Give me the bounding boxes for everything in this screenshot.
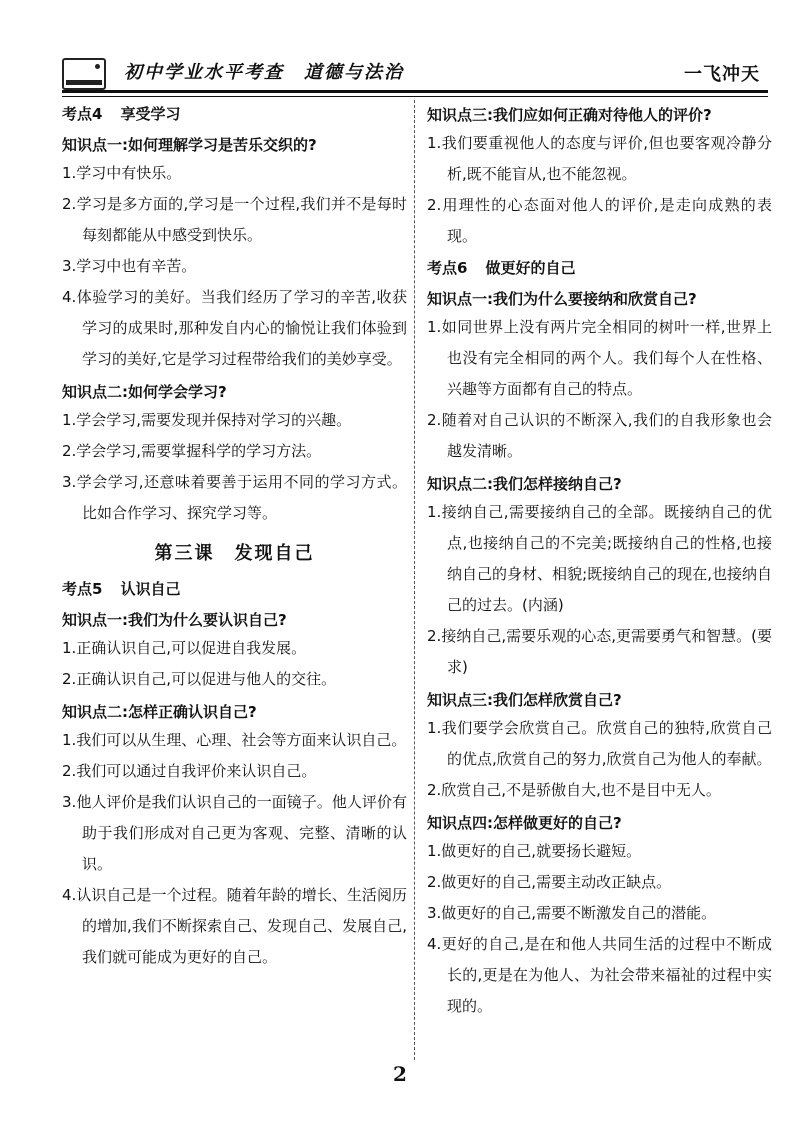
list-item: 1.接纳自己,需要接纳自己的全部。既接纳自己的优点,也接纳自己的不完美;既接纳自己的性格,也接纳自己的身材、相貌;既接纳自己的现在,也接纳自己的过去。(内涵)	[427, 503, 772, 614]
list-item: 2.我们可以通过自我评价来认识自己。	[62, 762, 317, 780]
list-item: 1.学习中有快乐。	[62, 164, 182, 182]
knowledge-point-title: 知识点二:怎样正确认识自己?	[62, 703, 257, 721]
list-item: 1.我们可以从生理、心理、社会等方面来认识自己。	[62, 731, 407, 749]
knowledge-point-title: 知识点二:我们怎样接纳自己?	[427, 475, 622, 493]
list-item: 2.正确认识自己,可以促进与他人的交往。	[62, 670, 337, 688]
list-item: 4.认识自己是一个过程。随着年龄的增长、生活阅历的增加,我们不断探索自己、发现自己、发展自己,我们就可能成为更好的自己。	[62, 886, 407, 966]
list-item: 4.体验学习的美好。当我们经历了学习的辛苦,收获学习的成果时,那种发自内心的愉悦让我们体验到学习的美好,它是学习过程带给我们的美妙享受。	[62, 288, 407, 368]
list-item: 2.学习是多方面的,学习是一个过程,我们并不是每时每刻都能从中感受到快乐。	[62, 195, 407, 244]
list-item: 1.正确认识自己,可以促进自我发展。	[62, 639, 307, 657]
list-item: 2.用理性的心态面对他人的评价,是走向成熟的表现。	[427, 196, 772, 245]
knowledge-point-title: 知识点三:我们怎样欣赏自己?	[427, 691, 622, 709]
header-rule-thin	[62, 96, 768, 97]
exam-point-heading: 考点4 享受学习	[62, 105, 181, 123]
lesson-title: 第三课 发现自己	[154, 543, 315, 564]
column-divider	[414, 100, 415, 1060]
book-title: 初中学业水平考查 道德与法治	[124, 62, 404, 83]
list-item: 1.我们要重视他人的态度与评价,但也要客观冷静分析,既不能盲从,也不能忽视。	[427, 134, 772, 183]
publisher-brand: 一飞冲天	[684, 64, 760, 85]
list-item: 1.学会学习,需要发现并保持对学习的兴趣。	[62, 411, 352, 429]
knowledge-point-title: 知识点一:如何理解学习是苦乐交织的?	[62, 136, 317, 154]
list-item: 1.做更好的自己,就要扬长避短。	[427, 842, 642, 860]
exam-point-heading: 考点5 认识自己	[62, 580, 181, 598]
list-item: 1.我们要学会欣赏自己。欣赏自己的独特,欣赏自己的优点,欣赏自己的努力,欣赏自己为他人的奉献。	[427, 719, 772, 768]
knowledge-point-title: 知识点二:如何学会学习?	[62, 383, 227, 401]
list-item: 3.做更好的自己,需要不断激发自己的潜能。	[427, 904, 717, 922]
right-column	[427, 98, 772, 1022]
list-item: 2.随着对自己认识的不断深入,我们的自我形象也会越发清晰。	[427, 411, 772, 460]
knowledge-point-title: 知识点四:怎样做更好的自己?	[427, 814, 622, 832]
list-item: 2.学会学习,需要掌握科学的学习方法。	[62, 442, 322, 460]
list-item: 2.接纳自己,需要乐观的心态,更需要勇气和智慧。(要求)	[427, 627, 772, 676]
list-item: 3.学会学习,还意味着要善于运用不同的学习方式。比如合作学习、探究学习等。	[62, 473, 407, 522]
knowledge-point-title: 知识点一:我们为什么要认识自己?	[62, 611, 287, 629]
knowledge-point-title: 知识点一:我们为什么要接纳和欣赏自己?	[427, 290, 697, 308]
list-item: 3.他人评价是我们认识自己的一面镜子。他人评价有助于我们形成对自己更为客观、完整、清晰的认识。	[62, 793, 407, 873]
list-item: 2.欣赏自己,不是骄傲自大,也不是目中无人。	[427, 781, 721, 799]
left-column	[62, 98, 407, 973]
list-item: 2.做更好的自己,需要主动改正缺点。	[427, 873, 672, 891]
list-item: 3.学习中也有辛苦。	[62, 257, 197, 275]
header-rule	[62, 90, 768, 93]
list-item: 4.更好的自己,是在和他人共同生活的过程中不断成长的,更是在为他人、为社会带来福祉的过程中实现的。	[427, 935, 772, 1015]
knowledge-point-title: 知识点三:我们应如何正确对待他人的评价?	[427, 106, 712, 124]
book-logo-icon	[62, 58, 106, 90]
page-number: 2	[393, 1062, 407, 1086]
list-item: 1.如同世界上没有两片完全相同的树叶一样,世界上也没有完全相同的两个人。我们每个人在性格、兴趣等方面都有自己的特点。	[427, 318, 772, 398]
exam-point-heading: 考点6 做更好的自己	[427, 259, 576, 277]
